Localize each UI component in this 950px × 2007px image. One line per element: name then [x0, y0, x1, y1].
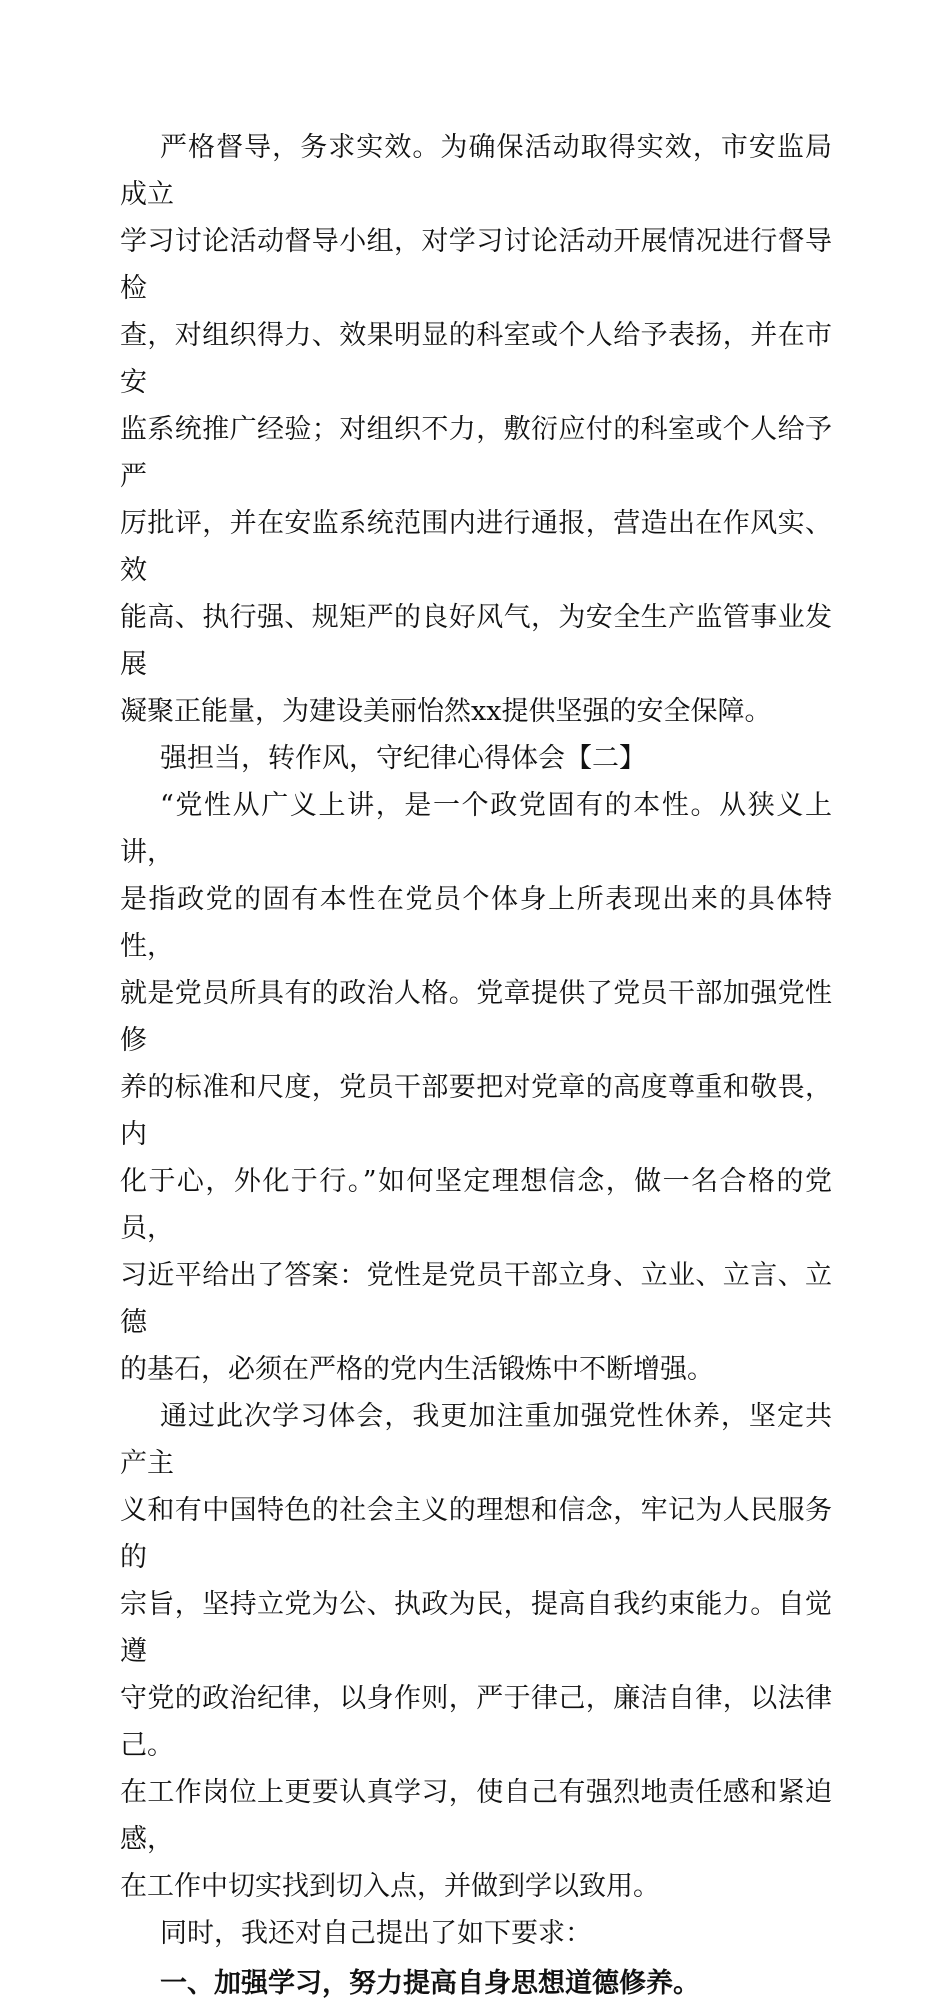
numbered-heading: 一、加强学习，努力提高自身思想道德修养。: [160, 1968, 700, 1999]
text-line: 守党的政治纪律，以身作则，严于律己，廉洁自律，以法律己。: [120, 1683, 832, 1761]
section-title: [120, 735, 832, 782]
text-line: 严格督导，务求实效。为确保活动取得实效，市安监局成立: [120, 132, 832, 210]
paragraph-party-spirit-quote: [120, 782, 832, 1393]
text-line: 监系统推广经验；对组织不力，敷衍应付的科室或个人给予严: [120, 414, 832, 492]
document-page: [120, 124, 832, 2007]
text-line: 的基石，必须在严格的党内生活锻炼中不断增强。: [120, 1354, 714, 1385]
text-line: 凝聚正能量，为建设美丽怡然xx提供坚强的安全保障。: [120, 696, 772, 727]
text-line: 养的标准和尺度，党员干部要把对党章的高度尊重和敬畏，内: [120, 1072, 832, 1150]
text-line: 宗旨，坚持立党为公、执政为民，提高自我约束能力。自觉遵: [120, 1589, 832, 1667]
text-line: 同时，我还对自己提出了如下要求：: [160, 1918, 592, 1949]
text-line: “党性从广义上讲，是一个政党固有的本性。从狭义上讲，: [120, 790, 832, 868]
text-line: 强担当，转作风，守纪律心得体会【二】: [160, 743, 646, 774]
text-line: 通过此次学习体会，我更加注重加强党性休养，坚定共产主: [120, 1401, 832, 1479]
text-line: 在工作中切实找到切入点，并做到学以致用。: [120, 1871, 660, 1902]
paragraph-requirements-intro: [120, 1910, 832, 1957]
text-line: 查，对组织得力、效果明显的科室或个人给予表扬，并在市安: [120, 320, 832, 398]
text-line: 能高、执行强、规矩严的良好风气，为安全生产监管事业发展: [120, 602, 832, 680]
text-line: 化于心，外化于行。”如何坚定理想信念，做一名合格的党员，: [120, 1166, 832, 1244]
text-line: 在工作岗位上更要认真学习，使自己有强烈地责任感和紧迫感，: [120, 1777, 832, 1855]
paragraph-supervision: [120, 124, 832, 735]
text-line: 义和有中国特色的社会主义的理想和信念，牢记为人民服务的: [120, 1495, 832, 1573]
text-line: 习近平给出了答案：党性是党员干部立身、立业、立言、立德: [120, 1260, 832, 1338]
text-line: 厉批评，并在安监系统范围内进行通报，营造出在作风实、效: [120, 508, 832, 586]
paragraph-study-experience: [120, 1393, 832, 1910]
text-line: 是指政党的固有本性在党员个体身上所表现出来的具体特性，: [120, 884, 832, 962]
text-line: 学习讨论活动督导小组，对学习讨论活动开展情况进行督导检: [120, 226, 832, 304]
text-line: 就是党员所具有的政治人格。党章提供了党员干部加强党性修: [120, 978, 832, 1056]
